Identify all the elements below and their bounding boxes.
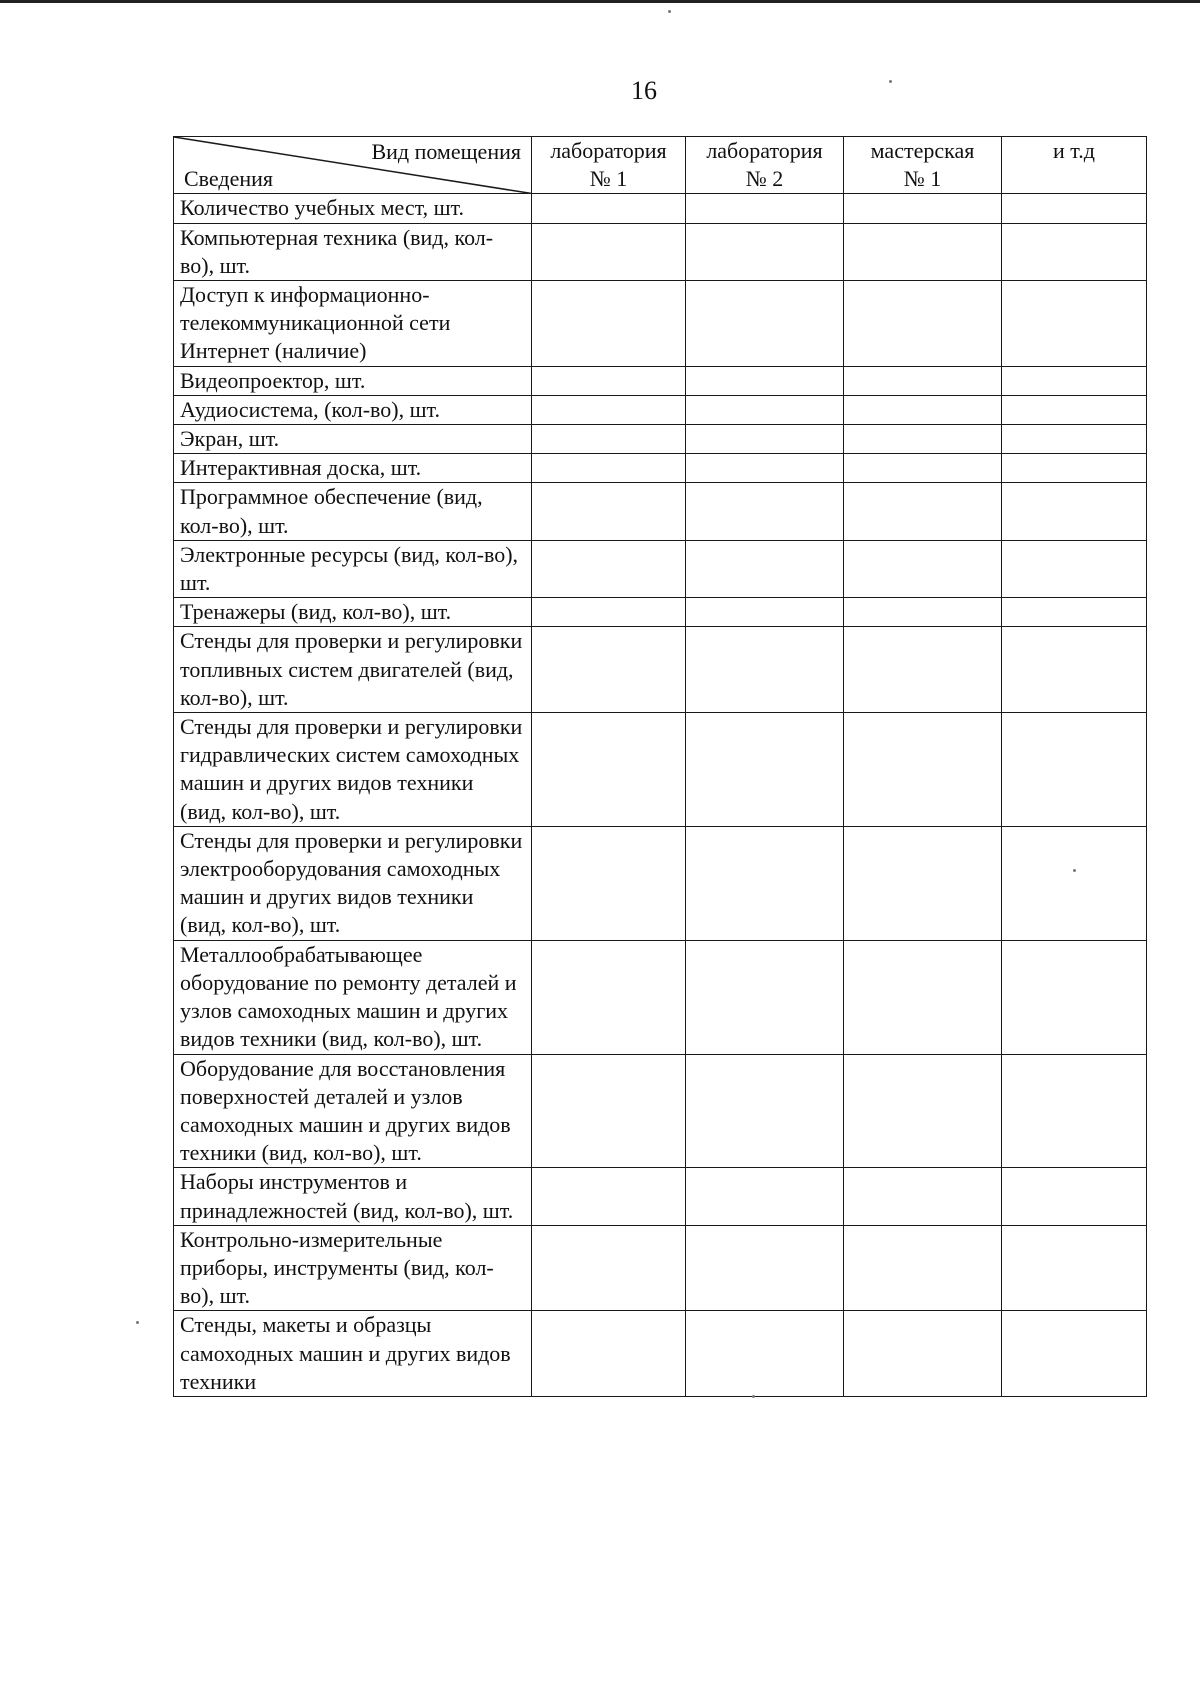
value-cell — [532, 1054, 686, 1168]
value-cell — [532, 1225, 686, 1311]
column-header-line1: и т.д — [1053, 138, 1095, 163]
scan-speck — [1073, 869, 1076, 872]
value-cell — [1002, 366, 1147, 395]
value-cell — [686, 598, 844, 627]
value-cell — [686, 366, 844, 395]
value-cell — [532, 454, 686, 483]
column-header-line1: лаборатория — [706, 138, 823, 163]
value-cell — [1002, 483, 1147, 540]
value-cell — [532, 713, 686, 827]
row-label: Стенды, макеты и образцы самоходных машин и других видов техники — [174, 1311, 532, 1397]
value-cell — [844, 1054, 1002, 1168]
value-cell — [686, 713, 844, 827]
value-cell — [686, 1168, 844, 1225]
value-cell — [532, 598, 686, 627]
column-header — [532, 137, 686, 194]
value-cell — [844, 627, 1002, 713]
table-row — [174, 223, 1147, 280]
value-cell — [686, 1225, 844, 1311]
corner-top-label: Вид помещения — [371, 139, 521, 164]
value-cell — [532, 366, 686, 395]
table-row — [174, 713, 1147, 827]
row-label: Видеопроектор, шт. — [174, 366, 532, 395]
scan-speck — [889, 80, 892, 83]
row-label: Тренажеры (вид, кол-во), шт. — [174, 598, 532, 627]
value-cell — [532, 540, 686, 597]
value-cell — [1002, 1168, 1147, 1225]
value-cell — [532, 425, 686, 454]
table-row — [174, 1168, 1147, 1225]
equipment-table — [173, 136, 1147, 1397]
row-label: Доступ к информационно-телекоммуникационной сети Интернет (наличие) — [174, 281, 532, 367]
value-cell — [844, 454, 1002, 483]
header-row — [174, 137, 1147, 194]
value-cell — [1002, 826, 1147, 940]
value-cell — [1002, 627, 1147, 713]
header-corner-cell — [174, 137, 532, 194]
value-cell — [532, 223, 686, 280]
value-cell — [844, 1168, 1002, 1225]
value-cell — [532, 627, 686, 713]
value-cell — [686, 483, 844, 540]
table-row — [174, 540, 1147, 597]
table-body — [174, 194, 1147, 1397]
value-cell — [1002, 395, 1147, 424]
value-cell — [844, 223, 1002, 280]
row-label: Стенды для проверки и регулировки топливных систем двигателей (вид, кол-во), шт. — [174, 627, 532, 713]
table-row — [174, 395, 1147, 424]
column-header — [844, 137, 1002, 194]
table-row — [174, 627, 1147, 713]
scan-speck — [136, 1321, 139, 1324]
value-cell — [1002, 713, 1147, 827]
table-row — [174, 1225, 1147, 1311]
value-cell — [844, 395, 1002, 424]
value-cell — [844, 366, 1002, 395]
value-cell — [532, 826, 686, 940]
row-label: Контрольно-измерительные приборы, инструменты (вид, кол-во), шт. — [174, 1225, 532, 1311]
column-header-line1: лаборатория — [550, 138, 667, 163]
row-label: Аудиосистема, (кол-во), шт. — [174, 395, 532, 424]
value-cell — [686, 826, 844, 940]
value-cell — [1002, 1225, 1147, 1311]
value-cell — [532, 395, 686, 424]
scan-speck — [668, 10, 671, 13]
value-cell — [1002, 454, 1147, 483]
table-row — [174, 1311, 1147, 1397]
value-cell — [686, 194, 844, 223]
row-label: Программное обеспечение (вид, кол-во), шт. — [174, 483, 532, 540]
column-header-line2: № 2 — [745, 166, 784, 192]
value-cell — [686, 395, 844, 424]
value-cell — [844, 940, 1002, 1054]
table-row — [174, 940, 1147, 1054]
value-cell — [532, 281, 686, 367]
column-header-line2: № 1 — [589, 166, 628, 192]
value-cell — [844, 826, 1002, 940]
table-row — [174, 826, 1147, 940]
value-cell — [532, 1168, 686, 1225]
row-label: Оборудование для восстановления поверхностей деталей и узлов самоходных машин и других видов техники (вид, кол-во), шт. — [174, 1054, 532, 1168]
value-cell — [532, 194, 686, 223]
value-cell — [1002, 281, 1147, 367]
value-cell — [1002, 223, 1147, 280]
row-label: Экран, шт. — [174, 425, 532, 454]
table-row — [174, 483, 1147, 540]
value-cell — [844, 598, 1002, 627]
value-cell — [686, 1311, 844, 1397]
value-cell — [686, 627, 844, 713]
value-cell — [844, 281, 1002, 367]
value-cell — [844, 540, 1002, 597]
corner-bottom-label: Сведения — [184, 166, 274, 192]
value-cell — [532, 483, 686, 540]
column-header — [686, 137, 844, 194]
scan-speck — [752, 1395, 755, 1398]
value-cell — [1002, 940, 1147, 1054]
value-cell — [686, 223, 844, 280]
value-cell — [686, 425, 844, 454]
value-cell — [1002, 1054, 1147, 1168]
value-cell — [686, 454, 844, 483]
value-cell — [686, 940, 844, 1054]
value-cell — [1002, 540, 1147, 597]
row-label: Металлообрабатывающее оборудование по ремонту деталей и узлов самоходных машин и других видов техники (вид, кол-во), шт. — [174, 940, 532, 1054]
value-cell — [1002, 1311, 1147, 1397]
table-row — [174, 598, 1147, 627]
row-label: Стенды для проверки и регулировки электрооборудования самоходных машин и других видов техники (вид, кол-во), шт. — [174, 826, 532, 940]
value-cell — [844, 483, 1002, 540]
value-cell — [532, 940, 686, 1054]
row-label: Интерактивная доска, шт. — [174, 454, 532, 483]
row-label: Количество учебных мест, шт. — [174, 194, 532, 223]
table-row — [174, 425, 1147, 454]
value-cell — [844, 1311, 1002, 1397]
row-label: Электронные ресурсы (вид, кол-во), шт. — [174, 540, 532, 597]
row-label: Наборы инструментов и принадлежностей (вид, кол-во), шт. — [174, 1168, 532, 1225]
column-header-line1: мастерская — [870, 138, 975, 163]
table-row — [174, 1054, 1147, 1168]
table-row — [174, 281, 1147, 367]
value-cell — [1002, 194, 1147, 223]
column-header — [1002, 137, 1147, 194]
value-cell — [1002, 598, 1147, 627]
column-header-line2: № 1 — [903, 166, 942, 192]
value-cell — [844, 713, 1002, 827]
row-label: Стенды для проверки и регулировки гидравлических систем самоходных машин и других видов техники (вид, кол-во), шт. — [174, 713, 532, 827]
table-row — [174, 366, 1147, 395]
scan-edge — [0, 0, 1200, 3]
value-cell — [686, 540, 844, 597]
value-cell — [686, 1054, 844, 1168]
value-cell — [686, 281, 844, 367]
value-cell — [532, 1311, 686, 1397]
value-cell — [844, 1225, 1002, 1311]
row-label: Компьютерная техника (вид, кол-во), шт. — [174, 223, 532, 280]
value-cell — [844, 194, 1002, 223]
table-row — [174, 454, 1147, 483]
value-cell — [1002, 425, 1147, 454]
page-number: 16 — [631, 76, 657, 105]
table-row — [174, 194, 1147, 223]
value-cell — [844, 425, 1002, 454]
